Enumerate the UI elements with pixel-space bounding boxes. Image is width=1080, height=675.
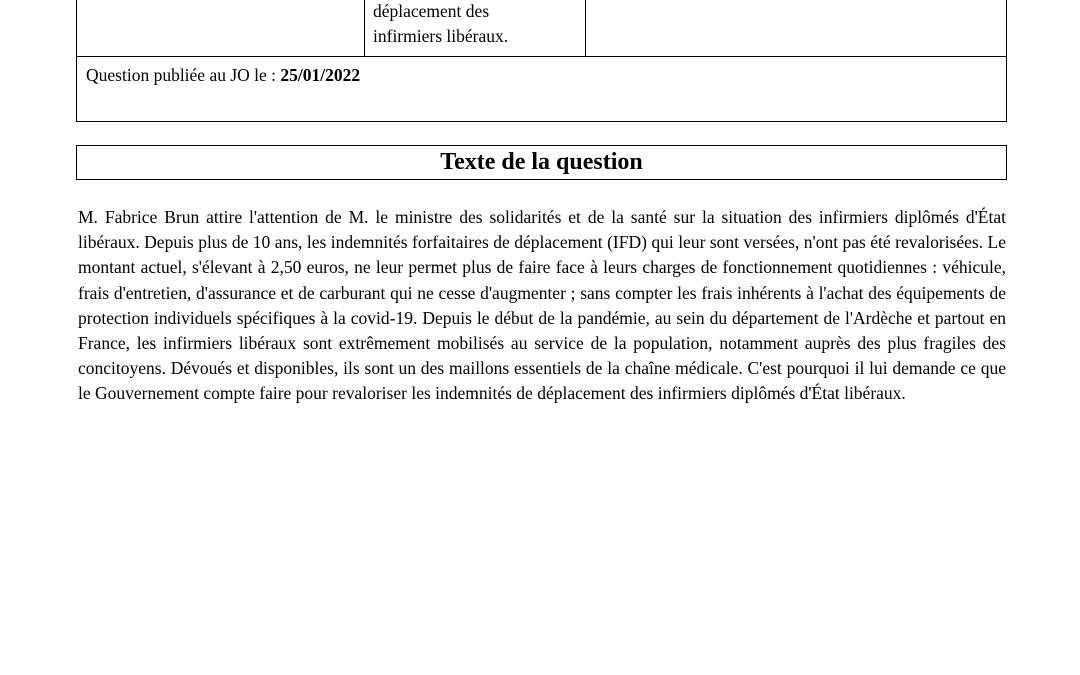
title-line-2: infirmiers libéraux. (373, 26, 509, 46)
info-table-cell-empty-right (586, 0, 1006, 56)
info-table-cell-empty-left (77, 0, 365, 56)
info-table (76, 0, 1007, 122)
info-table-cell-title (365, 0, 586, 56)
section-title: Texte de la question (76, 145, 1007, 180)
title-line-1: déplacement des (373, 1, 490, 21)
publication-date-row (86, 65, 360, 86)
publication-label: Question publiée au JO le : (86, 65, 281, 85)
publication-date: 25/01/2022 (280, 65, 361, 85)
question-text: M. Fabrice Brun attire l'attention de M. le ministre des solidarités et de la santé sur la situation des infirmiers diplômés d'État libéraux. Depuis plus de 10 ans, les indemnités forfaitaires de déplacement (IFD) qui leur sont versées, n'ont pas été revalorisées. Le montant actuel, s'élevant à 2,50 euros, ne leur permet plus de faire face à leurs charges de fonctionnement quotidiennes : véhicule, frais d'entretien, d'assurance et de carburant qui ne cesse d'augmenter ; sans compter les frais inhérents à l'achat des équipements de protection individuels spécifiques à la covid-19. Depuis le début de la pandémie, au sein du département de l'Ardèche et partout en France, les infirmiers libéraux sont extrêmement mobilisés au service de la population, notamment auprès des plus fragiles des concitoyens. Dévoués et disponibles, ils sont un des maillons essentiels de la chaîne médicale. C'est pourquoi il lui demande ce que le Gouvernement compte faire pour revaloriser les indemnités de déplacement des infirmiers diplômés d'État libéraux. (78, 207, 1006, 404)
info-table-row (77, 0, 1006, 57)
